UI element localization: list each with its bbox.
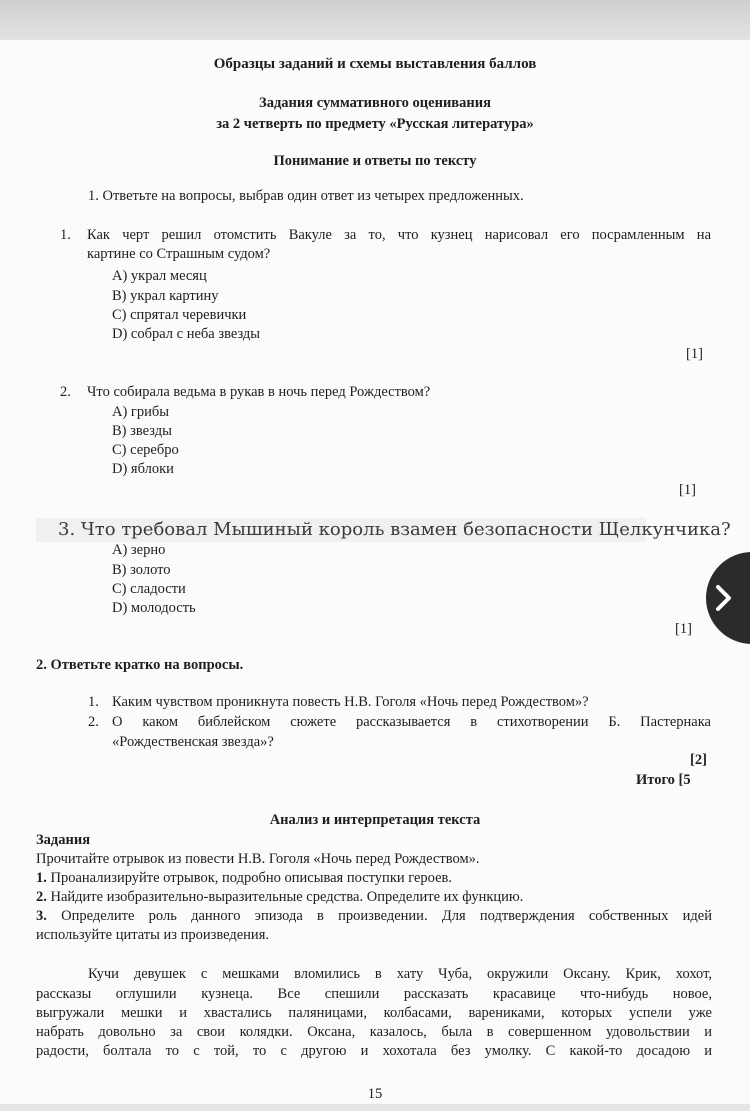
task-number: 3. — [36, 908, 47, 924]
question-text-cont: картине со Страшным судом? — [87, 246, 271, 262]
short-question-text: Каким чувством проникнута повесть Н.В. Гоголя «Ночь перед Рождеством»? — [112, 694, 589, 710]
part1-instruction: 1. Ответьте на вопросы, выбрав один ответ из четырех предложенных. — [88, 188, 524, 204]
passage-line: набрать довольно за свои колядки. Оксана, казалось, была в совершенном удовольствии и — [36, 1024, 712, 1040]
short-question-text-cont: «Рождественская звезда»? — [112, 734, 274, 750]
answer-option: C) сладости — [112, 581, 186, 597]
task-text: Определите роль данного эпизода в произведении. Для подтверждения собственных идей — [46, 908, 712, 924]
answer-option: A) зерно — [112, 542, 166, 558]
answer-option: C) серебро — [112, 442, 179, 458]
task-text-cont: используйте цитаты из произведения. — [36, 927, 269, 943]
page-bottom-edge — [0, 1104, 750, 1111]
page-number: 15 — [367, 1086, 383, 1102]
score-mark: [2] — [690, 752, 707, 768]
subtitle-assessment: Задания суммативного оценивания — [259, 95, 491, 111]
task-item — [36, 870, 452, 887]
score-mark: [1] — [679, 482, 696, 498]
answer-option: D) собрал с неба звезды — [112, 326, 261, 342]
short-question-text: О каком библейском сюжете рассказывается в стихотворении Б. Пастернака — [112, 714, 711, 730]
question-text: Что собирала ведьма в рукав в ночь перед Рождеством? — [87, 384, 431, 400]
passage-line: рассказы оглушили кузнеца. Все спешили рассказать красавице что-нибудь новое, — [36, 986, 712, 1002]
passage-line: радости, болтала то с той, то с другою и хохотала без умолку. С какой-то досадою и — [36, 1043, 712, 1059]
task-text: Проанализируйте отрывок, подробно описывая поступки героев. — [46, 870, 453, 886]
section-title: Понимание и ответы по тексту — [273, 153, 477, 169]
answer-option: B) украл картину — [112, 288, 219, 304]
chevron-right-icon — [714, 584, 734, 612]
answer-option: A) украл месяц — [112, 268, 207, 284]
task-number: 2. — [36, 889, 47, 905]
answer-option: B) золото — [112, 562, 171, 578]
answer-option: C) спрятал черевички — [112, 307, 247, 323]
tasks-heading: Задания — [36, 832, 91, 848]
answer-option: A) грибы — [112, 404, 170, 420]
analysis-title: Анализ и интерпретация текста — [269, 812, 481, 828]
passage-line: Кучи девушек с мешками вломились в хату Чуба, окружили Оксану. Крик, хохот, — [88, 966, 712, 982]
task-text: Найдите изобразительно-выразительные средства. Определите их функцию. — [46, 889, 524, 905]
short-question-number: 2. — [88, 714, 99, 730]
short-question-number: 1. — [88, 694, 99, 710]
task-item — [36, 908, 712, 925]
task-item — [36, 889, 523, 906]
total-score: Итого [5 — [636, 772, 691, 788]
answer-option: D) молодость — [112, 600, 196, 616]
passage-line: выгружали мешки и хвастались паляницами, колбасами, варениками, которых успели уже — [36, 1005, 712, 1021]
task-number: 1. — [36, 870, 47, 886]
question-text: Как черт решил отомстить Вакуле за то, что кузнец нарисовал его посрамленным на — [87, 227, 711, 243]
answer-option: D) яблоки — [112, 461, 174, 477]
task-intro: Прочитайте отрывок из повести Н.В. Гоголя «Ночь перед Рождеством». — [36, 851, 480, 867]
score-mark: [1] — [686, 346, 703, 362]
part2-instruction: 2. Ответьте кратко на вопросы. — [36, 657, 244, 673]
question-number: 1. — [60, 227, 71, 243]
page-title: Образцы заданий и схемы выставления баллов — [213, 56, 537, 72]
subtitle-quarter: за 2 четверть по предмету «Русская литература» — [216, 116, 534, 132]
score-mark: [1] — [675, 621, 692, 637]
question-text-highlighted: 3. Что требовал Мышиный король взамен безопасности Щелкунчика? — [58, 519, 731, 540]
question-number: 2. — [60, 384, 71, 400]
answer-option: B) звезды — [112, 423, 172, 439]
